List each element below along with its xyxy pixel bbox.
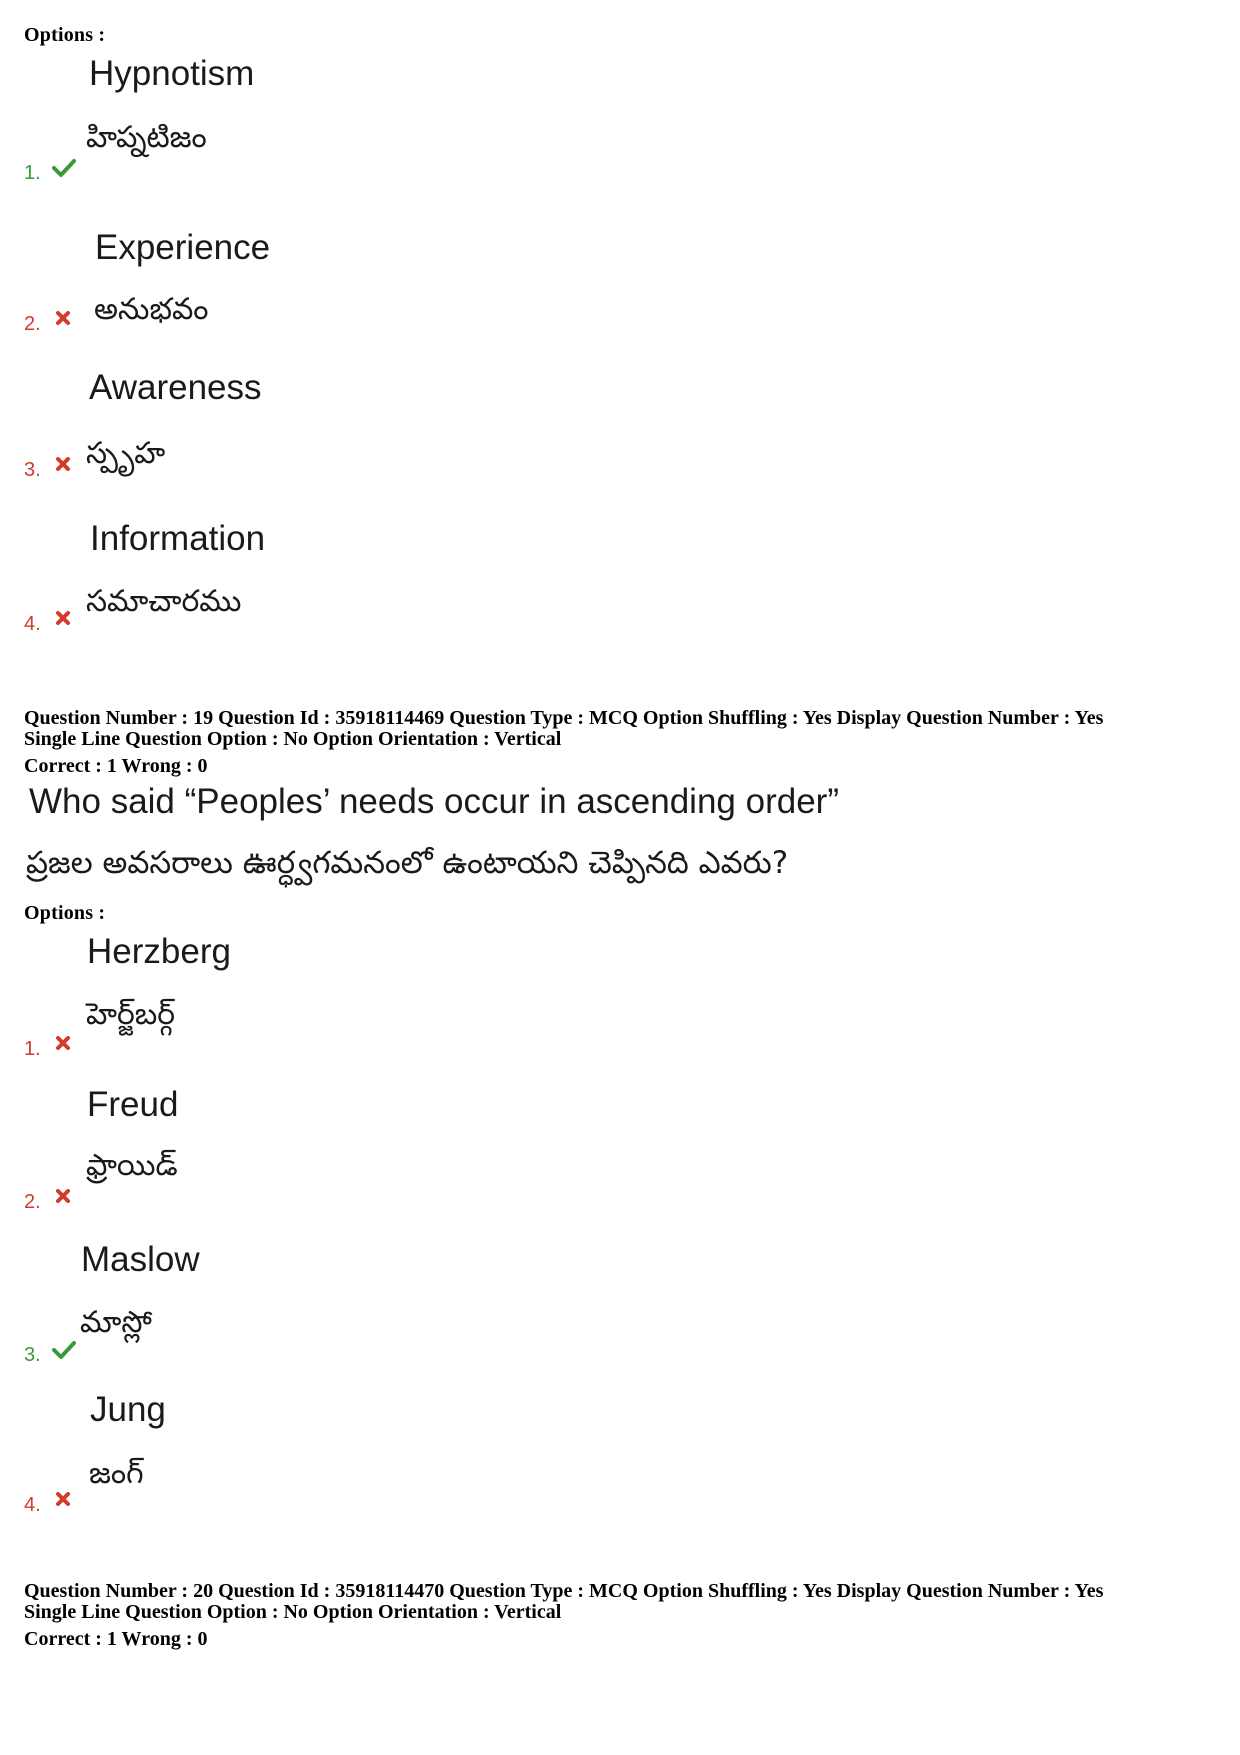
score-line: Correct : 1 Wrong : 0 [24,755,208,777]
option-1-telugu: హిప్నటిజం [86,120,207,155]
option-3-telugu: మాస్లో [80,1305,152,1340]
cross-icon [56,311,70,325]
score-line: Correct : 1 Wrong : 0 [24,1628,208,1650]
option-3-number: 3. [24,459,41,481]
question-meta-line2: Single Line Question Option : No Option Orientation : Vertical [24,728,562,750]
cross-icon [56,1036,70,1050]
cross-icon [56,1492,70,1506]
option-1-english: Hypnotism [89,54,255,93]
question-meta: Question Number : 19 Question Id : 35918114469 Question Type : MCQ Option Shuffling : Yes Display Question Number : Yes [24,707,1104,729]
option-3-telugu: స్పృహ [86,436,166,471]
option-4-english: Information [90,519,266,558]
option-2-telugu: ఫ్రాయిడ్ [86,1148,178,1183]
cross-icon [56,457,70,471]
option-1-number: 1. [24,162,41,184]
option-2-number: 2. [24,1191,41,1213]
option-4-number: 4. [24,613,41,635]
option-3-number: 3. [24,1344,41,1366]
option-4-number: 4. [24,1494,41,1516]
option-2-number: 2. [24,313,41,335]
option-2-english: Experience [95,228,271,267]
option-2-telugu: అనుభవం [94,292,209,327]
question-text-english: Who said “Peoples’ needs occur in ascending order” [29,782,839,821]
option-1-telugu: హెర్జ్‌బర్గ్ [86,997,176,1032]
option-1-english: Herzberg [87,932,231,971]
check-icon [52,1340,76,1360]
cross-icon [56,611,70,625]
question-meta-line2: Single Line Question Option : No Option Orientation : Vertical [24,1601,562,1623]
option-4-telugu: సమాచారము [86,584,242,619]
option-3-english: Maslow [81,1240,200,1279]
check-icon [52,158,76,178]
cross-icon [56,1189,70,1203]
option-3-english: Awareness [89,368,262,407]
options-label: Options : [24,24,106,46]
question-meta: Question Number : 20 Question Id : 35918114470 Question Type : MCQ Option Shuffling : Yes Display Question Number : Yes [24,1580,1104,1602]
question-text-telugu: ప్రజల అవసరాలు ఊర్ధ్వగమనంలో ఉంటాయని చెప్పినది ఎవరు? [26,845,789,881]
option-2-english: Freud [87,1085,179,1124]
option-4-telugu: జంగ్ [89,1456,144,1491]
option-4-english: Jung [90,1390,166,1429]
options-label: Options : [24,902,106,924]
option-1-number: 1. [24,1038,41,1060]
